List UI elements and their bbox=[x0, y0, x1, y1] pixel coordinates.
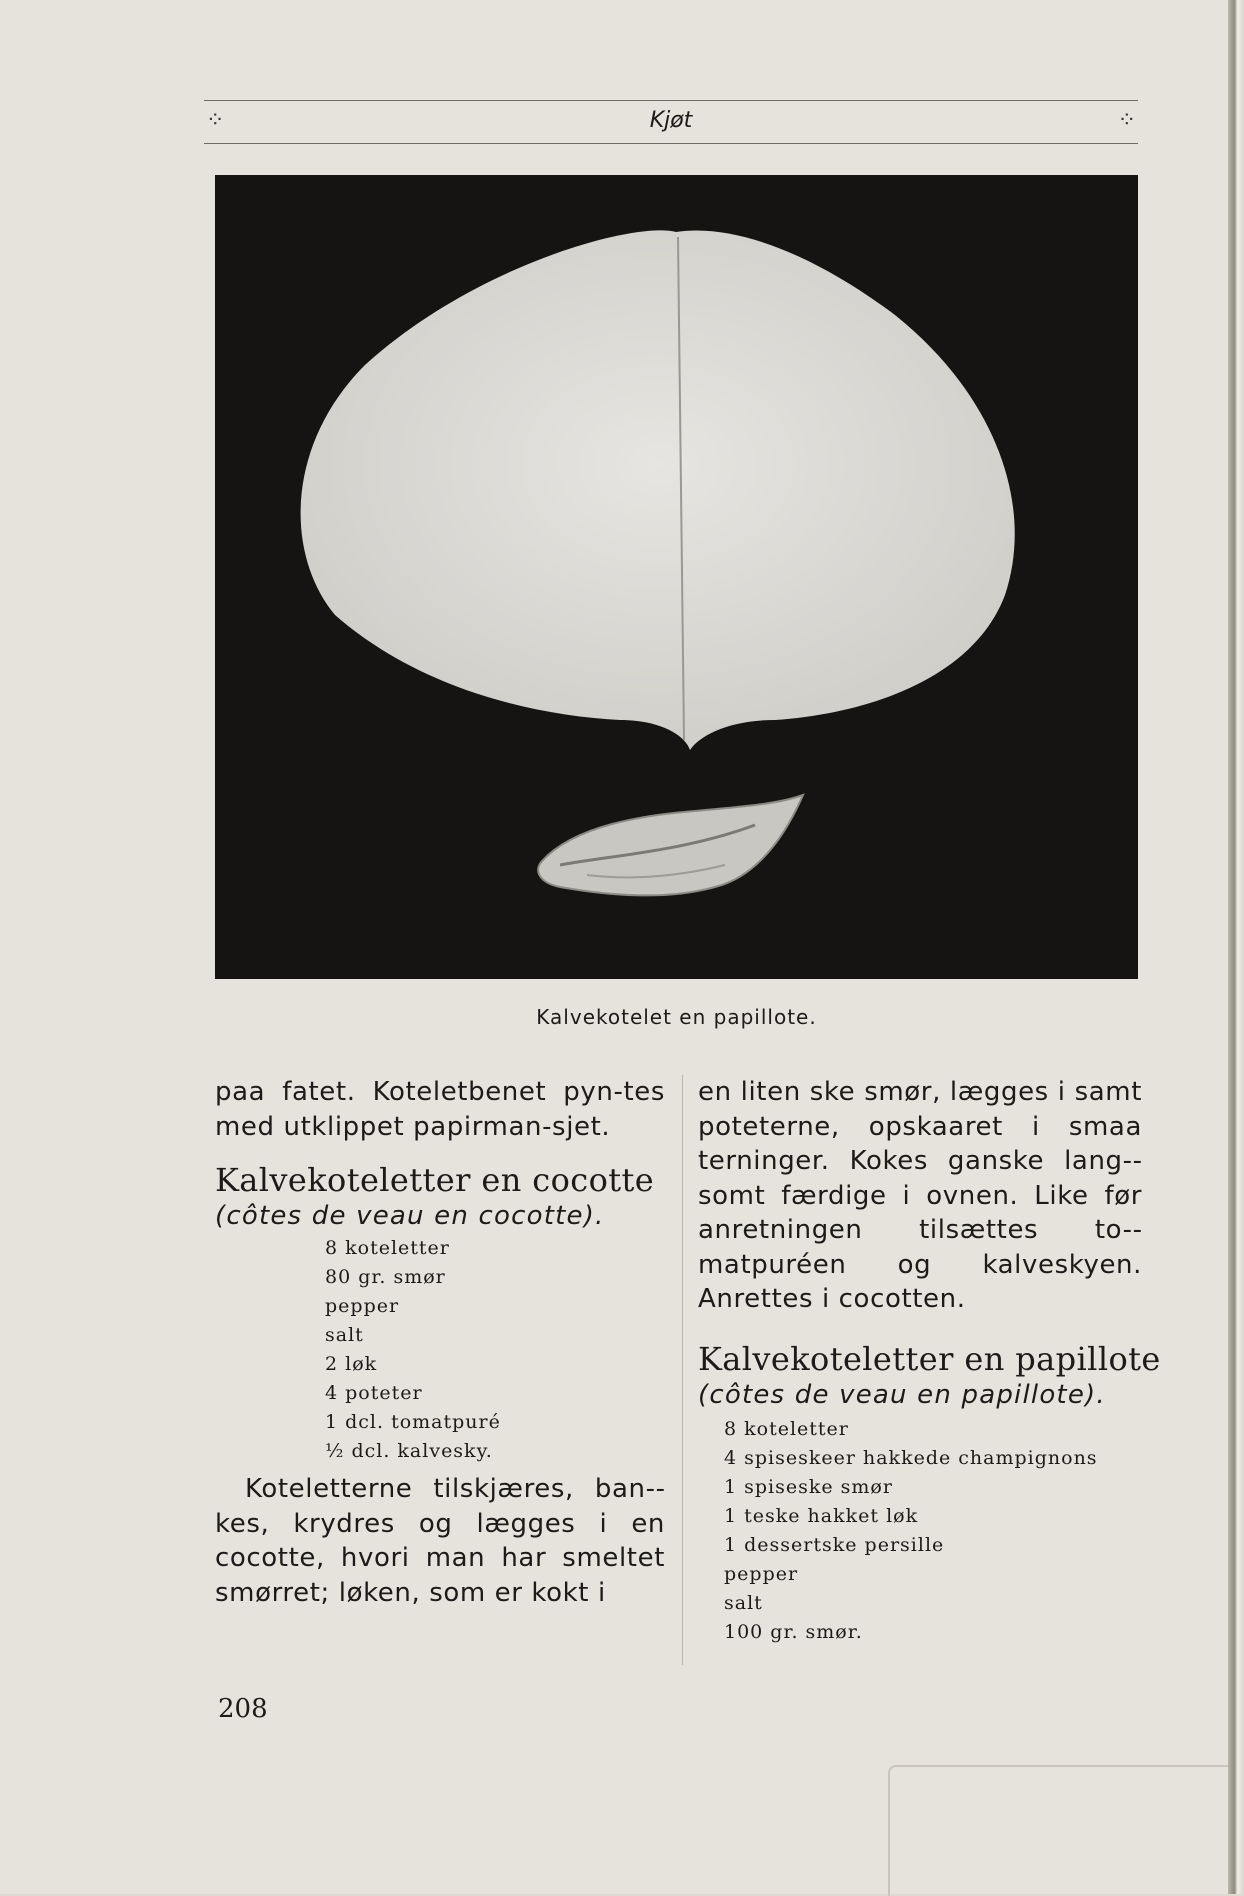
running-head-title: Kjøt bbox=[649, 108, 693, 133]
ingredient-item: 1 dessertske persille bbox=[724, 1533, 945, 1556]
papillote-ingredient-list bbox=[724, 1415, 1142, 1647]
ingredient-item: 1 dcl. tomatpuré bbox=[325, 1411, 501, 1433]
left-column bbox=[215, 1075, 665, 1610]
ingredient-item: 4 spiseskeer hakkede champignons bbox=[724, 1446, 1098, 1469]
ingredient-item: 4 poteter bbox=[325, 1382, 423, 1404]
ingredient-item: 8 koteletter bbox=[724, 1417, 849, 1440]
papillote-recipe-title: Kalvekoteletter en papillote bbox=[698, 1339, 1161, 1378]
ingredient-item: salt bbox=[325, 1324, 364, 1346]
ingredient-item: 1 spiseske smør bbox=[724, 1475, 893, 1498]
running-head-top-rule bbox=[204, 100, 1138, 101]
ingredient-item: 80 gr. smør bbox=[325, 1266, 446, 1288]
cocotte-recipe-title: Kalvekoteletter en cocotte bbox=[215, 1161, 655, 1199]
ornament-left: ⁘ bbox=[206, 108, 225, 133]
ingredient-item: 2 løk bbox=[325, 1353, 378, 1375]
ingredient-item: 100 gr. smør. bbox=[724, 1620, 863, 1643]
cocotte-method-text: Koteletterne tilskjæres, ban-kes, krydres og lægges i en cocotte, hvori man har smeltet smørret; løken, som er kokt i bbox=[215, 1474, 665, 1608]
papillote-photo bbox=[215, 175, 1138, 979]
ingredient-item: pepper bbox=[724, 1562, 799, 1585]
right-continued-text: en liten ske smør, lægges i samt poteterne, opskaaret i smaa terninger. Kokes ganske lang-somt færdige i ovnen. Like før anretningen tilsættes to-matpuréen og kalveskyen. Anrettes i cocotten. bbox=[698, 1077, 1142, 1314]
left-continued-text: paa fatet. Koteletbenet pyn-tes med utklippet papirman-sjet. bbox=[215, 1077, 665, 1142]
papillote-recipe-subtitle: (côtes de veau en papillote). bbox=[698, 1379, 1106, 1410]
photo-caption: Kalvekotelet en papillote. bbox=[536, 1005, 817, 1029]
ingredient-item: 8 koteletter bbox=[325, 1237, 450, 1259]
page-number: 208 bbox=[218, 1694, 268, 1724]
book-binding-edge bbox=[1228, 0, 1244, 1894]
ingredient-item: pepper bbox=[325, 1295, 400, 1317]
page-corner-mark bbox=[888, 1765, 1230, 1896]
cocotte-recipe-subtitle: (côtes de veau en cocotte). bbox=[215, 1201, 605, 1231]
running-head bbox=[204, 100, 1138, 144]
running-head-bottom-rule bbox=[204, 143, 1138, 144]
cocotte-ingredient-list bbox=[325, 1234, 665, 1466]
ingredient-item: salt bbox=[724, 1591, 763, 1614]
column-divider bbox=[682, 1075, 683, 1665]
ingredient-item: ½ dcl. kalvesky. bbox=[325, 1440, 493, 1462]
right-column bbox=[698, 1075, 1161, 1647]
ingredient-item: 1 teske hakket løk bbox=[724, 1504, 919, 1527]
ornament-right: ⁘ bbox=[1117, 108, 1136, 133]
